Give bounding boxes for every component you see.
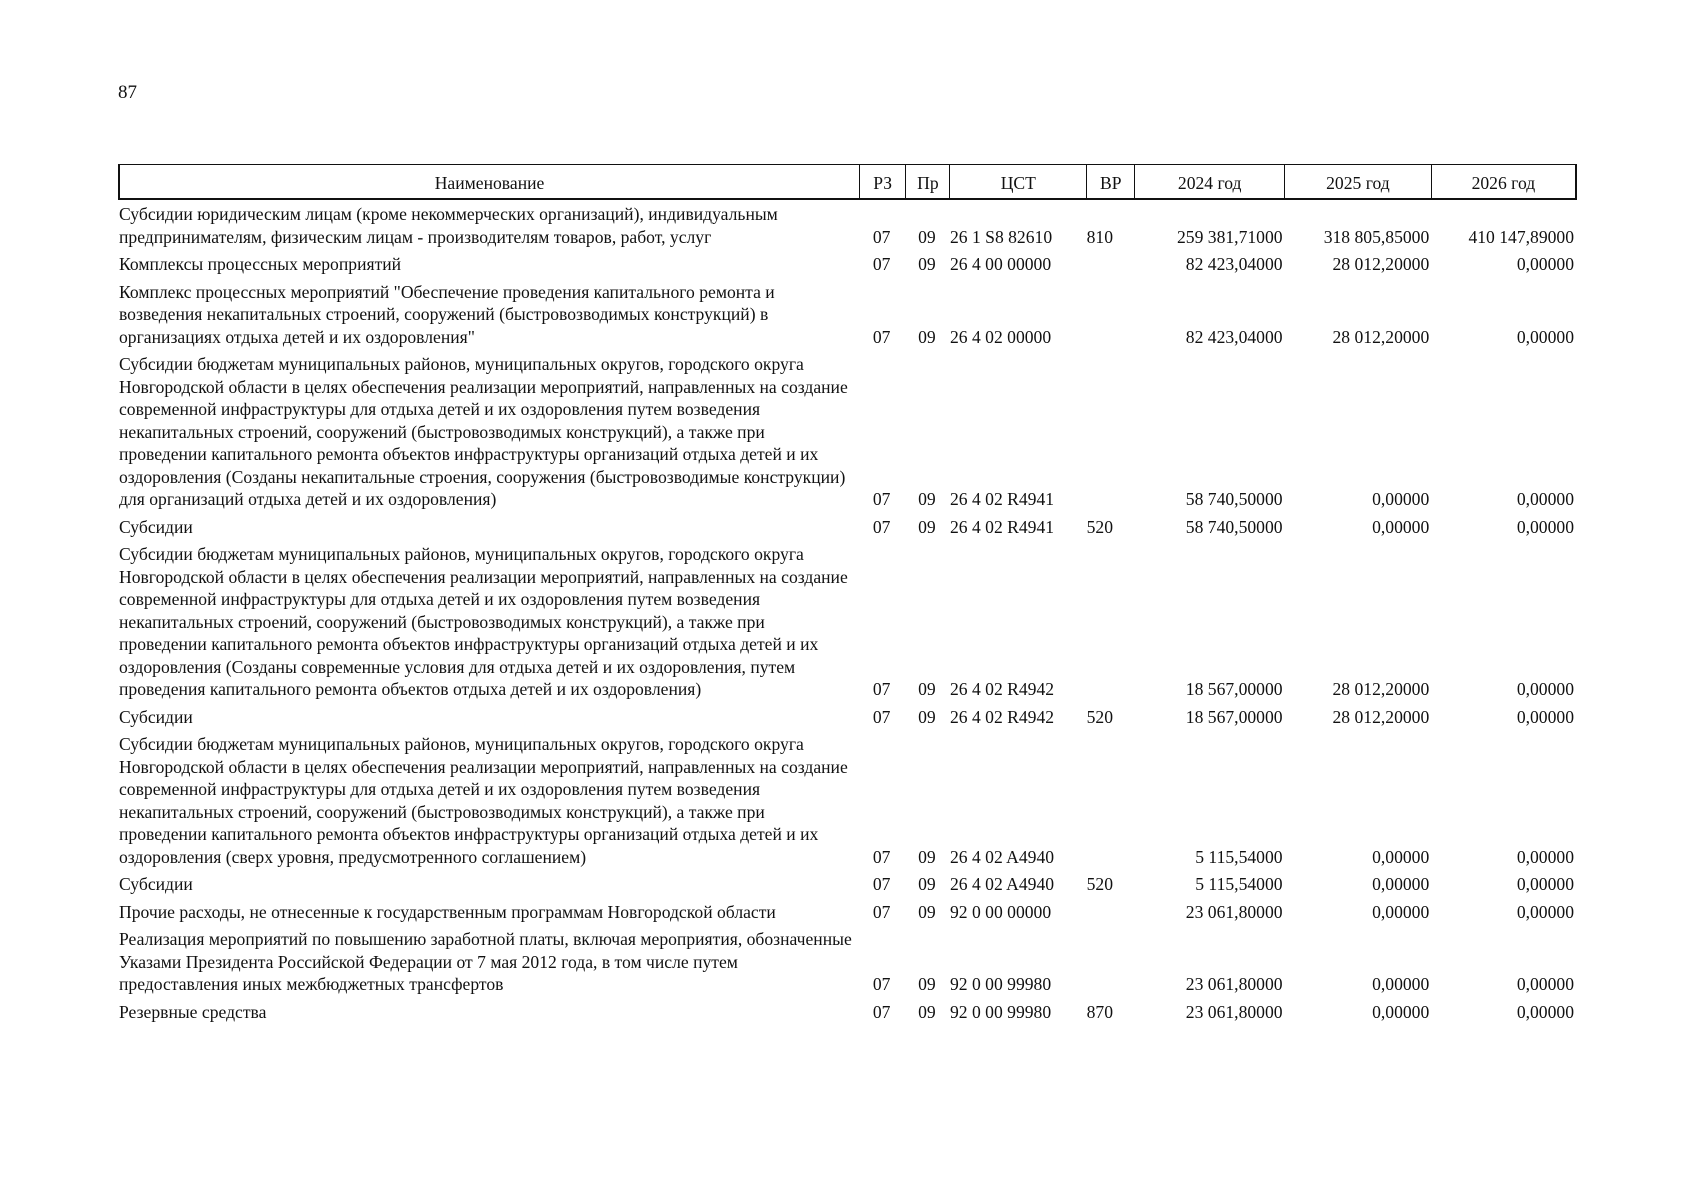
- row-rz: 07: [872, 679, 891, 699]
- row-rz: 07: [872, 489, 891, 509]
- row-name: Комплекс процессных мероприятий "Обеспечение проведения капитального ремонта и возведения некапитальных строений, сооружений (быстровозводимых конструкций) в организациях отдыха детей и их оздоровления": [119, 281, 775, 347]
- row-cst: 26 4 02 00000: [949, 326, 1052, 347]
- row-2025: 0,00000: [1372, 874, 1430, 894]
- row-pr: 09: [918, 874, 936, 894]
- table-row: [119, 353, 1576, 516]
- table-row: [119, 901, 1576, 929]
- header-2025: 2025 год: [1285, 165, 1432, 200]
- row-rz: 07: [872, 326, 891, 347]
- header-2024: 2024 год: [1135, 165, 1285, 200]
- header-2026: 2026 год: [1431, 165, 1576, 200]
- row-vr: 810: [1086, 226, 1114, 247]
- row-cst: 26 4 02 R4941: [949, 489, 1055, 509]
- row-2026: 0,00000: [1516, 846, 1574, 867]
- row-cst: 26 4 02 A4940: [949, 846, 1055, 867]
- row-name: Субсидии бюджетам муниципальных районов, муниципальных округов, городского округа Новгородской области в целях обеспечения реализации мероприятий, направленных на создание современной инфраструктуры для отдыха детей и их оздоровления путем возведения некапитальных строений, сооружений (быстровозводимых конструкций), а также при проведении капитального ремонта объектов инфраструктуры организаций отдыха детей и их оздоровления (сверх уровня, предусмотренного соглашением): [119, 734, 848, 867]
- row-rz: 07: [872, 874, 891, 894]
- row-pr: 09: [918, 326, 936, 347]
- row-2024: 23 061,80000: [1185, 901, 1283, 922]
- row-cst: 92 0 00 99980: [949, 974, 1052, 994]
- row-name: Субсидии: [119, 874, 193, 894]
- row-vr: 520: [1086, 874, 1114, 894]
- row-2025: 0,00000: [1372, 516, 1430, 537]
- table-row: [119, 733, 1576, 873]
- row-2024: 18 567,00000: [1185, 679, 1283, 699]
- table-row: [119, 516, 1576, 544]
- row-vr: [1087, 543, 1135, 706]
- row-2026: 0,00000: [1516, 874, 1574, 894]
- row-name: Прочие расходы, не отнесенные к государственным программам Новгородской области: [119, 901, 776, 922]
- row-2025: 28 012,20000: [1332, 326, 1430, 347]
- row-rz: 07: [872, 254, 891, 274]
- row-vr: [1087, 733, 1135, 873]
- table-row: [119, 706, 1576, 734]
- row-2025: 0,00000: [1372, 1001, 1430, 1022]
- row-pr: 09: [918, 489, 936, 509]
- row-cst: 92 0 00 99980: [949, 1001, 1052, 1022]
- row-name: Субсидии бюджетам муниципальных районов, муниципальных округов, городского округа Новгородской области в целях обеспечения реализации мероприятий, направленных на создание современной инфраструктуры для отдыха детей и их оздоровления путем возведения некапитальных строений, сооружений (быстровозводимых конструкций), а также при проведении капитального ремонта объектов инфраструктуры организаций отдыха детей и их оздоровления (Созданы современные условия для отдыха детей и их оздоровления, путем проведения капитального ремонта объектов отдыха детей и их оздоровления): [119, 544, 848, 699]
- row-2025: 28 012,20000: [1332, 254, 1430, 274]
- table-body: [119, 199, 1576, 1028]
- row-2024: 259 381,71000: [1177, 226, 1283, 247]
- row-name: Субсидии бюджетам муниципальных районов, муниципальных округов, городского округа Новгородской области в целях обеспечения реализации мероприятий, направленных на создание современной инфраструктуры для отдыха детей и их оздоровления путем возведения некапитальных строений, сооружений (быстровозводимых конструкций), а также при проведении капитального ремонта объектов инфраструктуры организаций отдыха детей и их оздоровления (Созданы некапитальные строения, сооружения (быстровозводимые конструкции) для организаций отдыха детей и их оздоровления): [119, 354, 848, 509]
- row-cst: 26 4 00 00000: [949, 254, 1052, 274]
- row-pr: 09: [918, 516, 936, 537]
- row-pr: 09: [918, 901, 936, 922]
- row-2026: 0,00000: [1516, 901, 1574, 922]
- row-2024: 58 740,50000: [1185, 489, 1283, 509]
- row-name: Субсидии юридическим лицам (кроме некоммерческих организаций), индивидуальным предпринимателям, физическим лицам - производителям товаров, работ, услуг: [119, 204, 778, 247]
- row-name: Комплексы процессных мероприятий: [119, 254, 402, 274]
- page-number: 87: [118, 82, 137, 103]
- row-2024: 82 423,04000: [1185, 326, 1283, 347]
- row-2025: 318 805,85000: [1323, 226, 1430, 247]
- row-name: Субсидии: [119, 516, 193, 537]
- row-name: Субсидии: [119, 706, 193, 727]
- row-pr: 09: [918, 846, 936, 867]
- row-vr: [1087, 353, 1135, 516]
- row-2025: 28 012,20000: [1332, 706, 1430, 727]
- row-2026: 0,00000: [1516, 706, 1574, 727]
- row-rz: 07: [872, 516, 891, 537]
- row-2026: 0,00000: [1516, 679, 1574, 699]
- row-pr: 09: [918, 1001, 936, 1022]
- table-row: [119, 253, 1576, 281]
- row-vr: [1087, 281, 1135, 354]
- row-2024: 5 115,54000: [1195, 874, 1283, 894]
- header-rz: РЗ: [860, 165, 906, 200]
- row-2026: 0,00000: [1516, 516, 1574, 537]
- row-pr: 09: [918, 226, 936, 247]
- row-cst: 26 4 02 A4940: [949, 874, 1055, 894]
- row-rz: 07: [872, 901, 891, 922]
- table-row: [119, 1001, 1576, 1029]
- row-cst: 26 4 02 R4942: [949, 679, 1055, 699]
- row-2025: 0,00000: [1372, 901, 1430, 922]
- row-2026: 0,00000: [1516, 489, 1574, 509]
- row-vr: [1087, 253, 1135, 281]
- row-vr: 520: [1086, 706, 1114, 727]
- row-pr: 09: [918, 254, 936, 274]
- header-pr: Пр: [906, 165, 950, 200]
- row-2025: 0,00000: [1372, 974, 1430, 994]
- table-row: [119, 543, 1576, 706]
- header-cst: ЦСТ: [950, 165, 1087, 200]
- row-2026: 0,00000: [1516, 326, 1574, 347]
- row-rz: 07: [872, 974, 891, 994]
- row-rz: 07: [872, 1001, 891, 1022]
- header-vr: ВР: [1087, 165, 1135, 200]
- table-row: [119, 199, 1576, 253]
- table-header: [119, 165, 1576, 200]
- table-row: [119, 281, 1576, 354]
- row-vr: [1087, 928, 1135, 1001]
- row-pr: 09: [918, 679, 936, 699]
- row-vr: 870: [1086, 1001, 1114, 1022]
- row-2026: 0,00000: [1516, 1001, 1574, 1022]
- header-name: Наименование: [119, 165, 860, 200]
- row-name: Реализация мероприятий по повышению заработной платы, включая мероприятия, обозначенные Указами Президента Российской Федерации от 7 мая 2012 года, в том числе путем предоставления иных межбюджетных трансфертов: [119, 929, 852, 994]
- row-rz: 07: [872, 846, 891, 867]
- row-2025: 28 012,20000: [1332, 679, 1430, 699]
- row-2024: 82 423,04000: [1185, 254, 1283, 274]
- budget-table: [118, 164, 1577, 1028]
- row-2026: 410 147,89000: [1468, 226, 1574, 247]
- row-rz: 07: [872, 706, 891, 727]
- row-2025: 0,00000: [1372, 489, 1430, 509]
- row-name: Резервные средства: [119, 1001, 267, 1022]
- row-pr: 09: [918, 974, 936, 994]
- row-cst: 26 4 02 R4941: [949, 516, 1055, 537]
- row-cst: 26 1 S8 82610: [949, 226, 1053, 247]
- row-vr: [1087, 901, 1135, 929]
- row-cst: 92 0 00 00000: [949, 901, 1052, 922]
- row-cst: 26 4 02 R4942: [949, 706, 1055, 727]
- table-row: [119, 928, 1576, 1001]
- row-2025: 0,00000: [1372, 846, 1430, 867]
- row-2024: 23 061,80000: [1185, 974, 1283, 994]
- row-2024: 23 061,80000: [1185, 1001, 1283, 1022]
- table-row: [119, 873, 1576, 901]
- row-2024: 18 567,00000: [1185, 706, 1283, 727]
- row-2026: 0,00000: [1516, 974, 1574, 994]
- row-pr: 09: [918, 706, 936, 727]
- row-vr: 520: [1086, 516, 1114, 537]
- row-2024: 5 115,54000: [1195, 846, 1283, 867]
- row-2024: 58 740,50000: [1185, 516, 1283, 537]
- row-2026: 0,00000: [1516, 254, 1574, 274]
- row-rz: 07: [872, 226, 891, 247]
